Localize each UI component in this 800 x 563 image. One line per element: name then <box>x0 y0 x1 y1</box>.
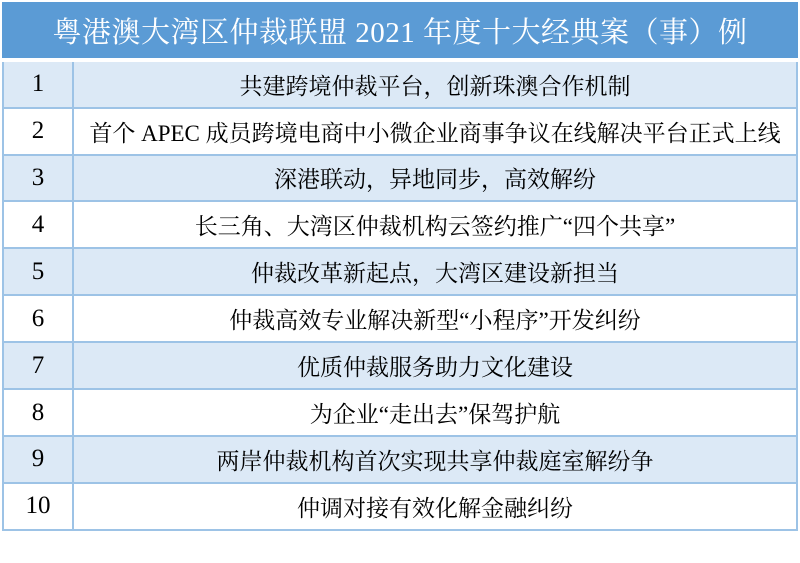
table-row <box>3 389 797 436</box>
case-number: 1 <box>3 62 73 108</box>
case-number: 4 <box>3 201 73 248</box>
table-row <box>3 342 797 389</box>
case-title: 优质仲裁服务助力文化建设 <box>73 342 797 389</box>
case-title: 长三角、大湾区仲裁机构云签约推广“四个共享” <box>73 201 797 248</box>
case-title: 仲裁高效专业解决新型“小程序”开发纠纷 <box>73 295 797 342</box>
table-row <box>3 201 797 248</box>
case-number: 5 <box>3 248 73 295</box>
case-title: 两岸仲裁机构首次实现共享仲裁庭室解纷争 <box>73 436 797 483</box>
table-row <box>3 108 797 155</box>
case-title: 仲调对接有效化解金融纠纷 <box>73 483 797 530</box>
case-number: 6 <box>3 295 73 342</box>
table-title-bar <box>2 2 798 58</box>
table-row <box>3 248 797 295</box>
case-title: 仲裁改革新起点，大湾区建设新担当 <box>73 248 797 295</box>
case-number: 2 <box>3 108 73 155</box>
case-number: 8 <box>3 389 73 436</box>
table-row <box>3 436 797 483</box>
case-number: 9 <box>3 436 73 483</box>
table-row <box>3 155 797 202</box>
table-title: 粤港澳大湾区仲裁联盟 2021 年度十大经典案（事）例 <box>52 16 748 49</box>
case-number: 7 <box>3 342 73 389</box>
case-title: 共建跨境仲裁平台，创新珠澳合作机制 <box>73 62 797 108</box>
table-row <box>3 483 797 530</box>
case-number: 3 <box>3 155 73 202</box>
top-ten-cases-table <box>2 62 798 531</box>
case-title: 深港联动，异地同步，高效解纷 <box>73 155 797 202</box>
table-row <box>3 295 797 342</box>
table-row <box>3 62 797 108</box>
case-title: 首个 APEC 成员跨境电商中小微企业商事争议在线解决平台正式上线 <box>73 108 797 155</box>
case-title: 为企业“走出去”保驾护航 <box>73 389 797 436</box>
case-number: 10 <box>3 483 73 530</box>
